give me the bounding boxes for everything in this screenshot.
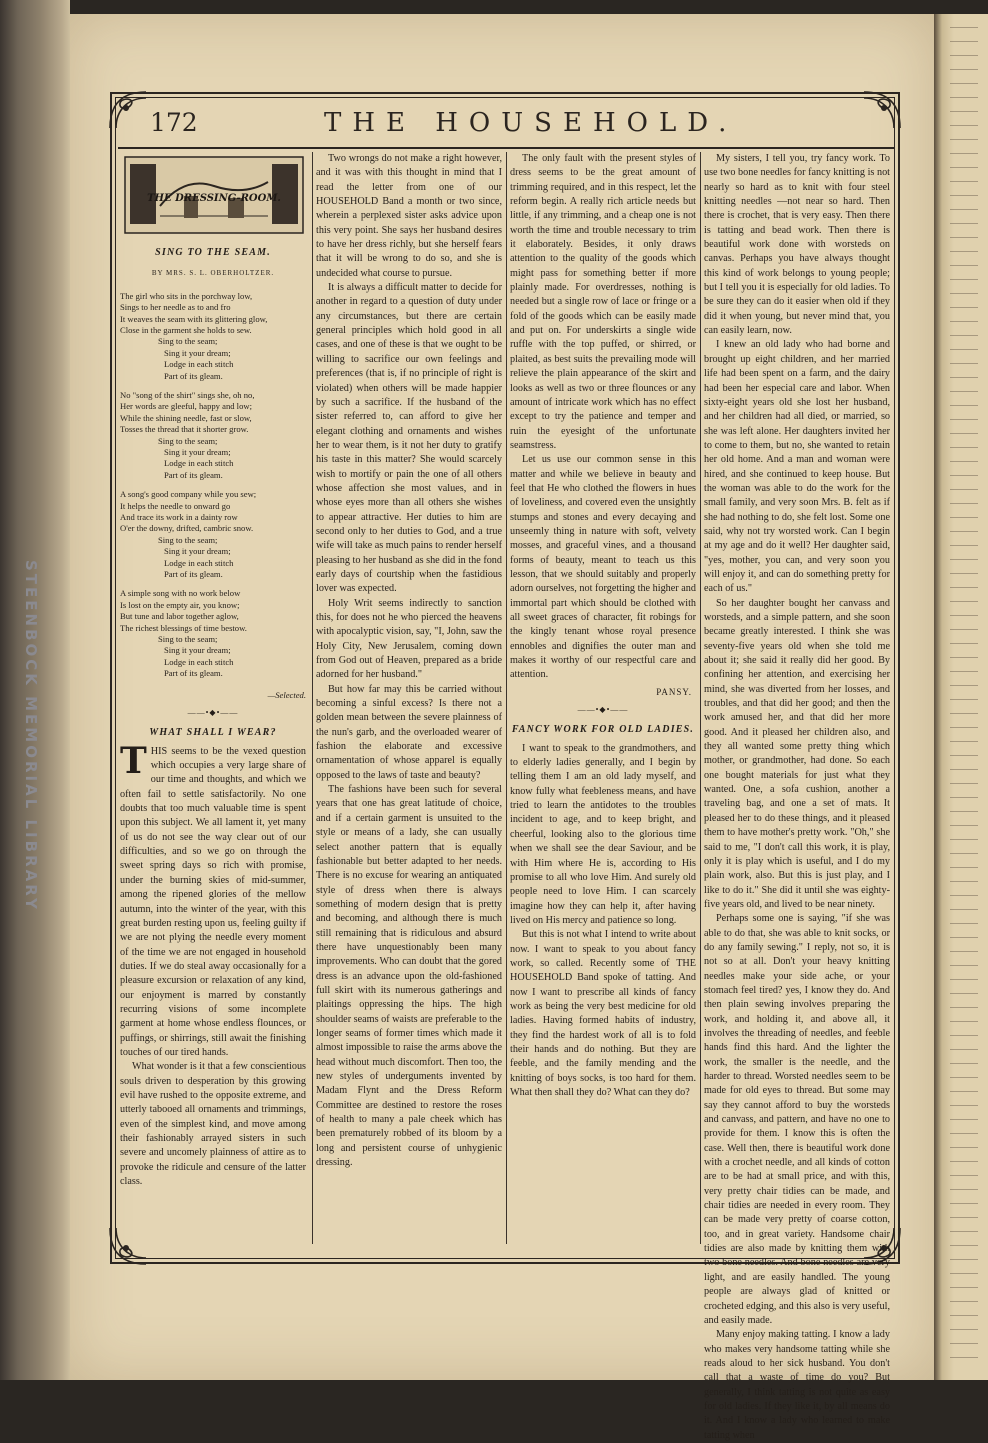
poem-line: Lodge in each stitch <box>164 656 234 667</box>
paragraph: The fashions have been such for several years that one has great latitude of choice, and if a certain garment is unsuited to the style or means of a lady, she can usually select another pattern that is equally fashionable but better adapted to her needs. There is no excuse for wearing an antiquated style of dress when there is always something of modern design that is pretty and becoming, and although there is much still remaining that is ridiculous and absurd there have unquestionably been many improvements. Who can doubt that the gored dress is an advance upon the old-fashioned full skirt with its numerous gatherings and plaitings oppressing the hips. The high shoulder seams of waists are preferable to the longer seams of former times which made it almost impossible to raise the arms above the head without much discomfort. Then too, the new styles of underguments invented by Madam Flynt and the Dress Reform Committee are destined to restore the roses of health to many a pale cheek which has been prematurely robbed of its bloom by a long and persistent course of unhygienic dressing. <box>316 784 502 1169</box>
poem-line: Her words are gleeful, happy and low; <box>120 401 252 412</box>
adjacent-page-edge <box>934 14 988 1380</box>
section-divider: ——•◆•—— <box>187 708 239 718</box>
poem-stanza <box>120 588 306 679</box>
poem-line: A song's good company while you sew; <box>120 489 257 500</box>
poem-title: SING TO THE SEAM. <box>155 247 271 258</box>
poem-line: While the shining needle, fast or slow, <box>120 412 252 423</box>
paragraph: Many enjoy making tatting. I know a lady who makes very handsome tatting while she reads aloud to her sick husband. You don't call that a waste of time do you? But generally, I think tatting is not quite as easy for old ladies. If they like it, by all means do it. And I know a lady who learned to make tatting when <box>704 1329 890 1441</box>
poem-byline: BY MRS. S. L. OBERHOLTZER. <box>151 269 275 278</box>
article-body-what-shall-i-wear <box>120 739 306 1061</box>
banner-label: THE DRESSING-ROOM. <box>147 193 281 204</box>
poem-line: Sing it your dream; <box>164 446 231 457</box>
article-title-what-shall-i-wear: WHAT SHALL I WEAR? <box>149 727 277 739</box>
poem-line: Sings to her needle as to and fro <box>120 302 231 313</box>
paragraph: The only fault with the present styles of dress seems to be the great amount of trimming required, and in this respect, let the reform begin. A really rich article needs but little, if any trimming, and a cheap one is not worth the time and trouble necessary to trim it elaborately. Besides, it only draws attention to the quality of the goods which might pass for something better if more plainly made. For overdresses, nothing is needed but a single row of lace or fringe or a fold of the goods which can be easily made and put on. For underskirts a single wide ruffle with the top puffed, or shirred, or plaited, as best suits the prevailing mode will relieve the plain appearance of the skirt and looks as well as two or three flounces or any amount of intricate work which has no effect except to try the patience and temper and ruin the eyesight of the unfortunate seamstress. <box>510 153 696 451</box>
paragraph: Let us use our common sense in this matter and while we believe in beauty and feel that He who clothed the flowers in hues of loveliness, and covered even the unsightly stumps and stones and every decaying and unseemly thing in nature with soft, velvety mosses, and graceful vines, and a thousand forms of beauty, meant to teach us this lesson, that we should suitably and properly adorn ourselves, not forgetting the higher and immortal part which should be clothed with all sweet graces of character, fit robings for the kingly tenant whose royal presence ennobles and dignifies the outer man and makes it worthy of our respectful care and attention. <box>510 454 696 681</box>
poem-line: Sing it your dream; <box>164 546 231 557</box>
poem-line: Lodge in each stitch <box>164 359 234 370</box>
column-divider <box>506 152 507 1244</box>
poem-line: Sing to the seam; <box>158 634 218 645</box>
article-columns <box>120 152 890 1441</box>
magazine-title: THE HOUSEHOLD. <box>324 108 738 138</box>
dressing-room-banner <box>124 156 304 234</box>
paragraph: I knew an old lady who had borne and brought up eight children, and her married life had been spent on a farm, and the dairy had been her especial care and labor. When sixty-eight years old she lost her husband, and her children had all died, or married, so she was left alone. Her daughters invited her to come to them, but no, she wanted to retain her old home. And a man and woman were hired, and she continued to keep house. But the woman was able to do the work for the small family, and very soon Mrs. B. felt as if she had nothing to do, she felt lost. Some one said, why not try worsted work. Can I begin at my age and do it well? Her daughter said, "yes, mother, you can, and very soon you will enjoy it, and can do something pretty for each of us." <box>704 339 890 595</box>
book-binding <box>0 0 70 1380</box>
column-divider <box>312 152 313 1244</box>
poem-line: It helps the needle to onward go <box>120 500 231 511</box>
poem-line: The richest blessings of time bestow. <box>120 622 247 633</box>
poem-line: Part of its gleam. <box>164 569 223 580</box>
poem-stanza <box>120 489 306 580</box>
poem-line: Part of its gleam. <box>164 370 223 381</box>
poem-line: No "song of the shirt" sings she, oh no, <box>120 389 255 400</box>
column-2 <box>316 152 502 1244</box>
poem-stanza <box>120 291 306 382</box>
column-4 <box>704 152 890 1441</box>
poem-body <box>120 291 306 680</box>
poem-line: Sing to the seam; <box>158 435 218 446</box>
paragraph: HIS seems to be the vexed question which occupies a very large share of our time and thoughts, and which we often fail to settle satisfactorily. No one doubts that too much valuable time is spent upon this subject. We all lament it, yet many of us do not see the way clear out of our difficulties, and so we go on through the sweet spring days so rich with promise, under the burning skies of mid-summer, among the ripened glories of the mellow autumn, into the winter of the year, with this great burden resting upon us, feeling guilty if we are not plying the needle every moment of the time we are not engaged in household duties. If we do steal away occasionally for a pleasure excursion or relaxation of any kind, our enjoyment is marred by constantly recurring visions of some incomplete garment at home whose endless flounces, or puffings, or shirrings, still await the finishing touches of our tired hands. <box>120 745 306 1058</box>
page-header <box>150 108 870 144</box>
column-1 <box>120 152 306 1244</box>
poem-line: But tune and labor together aglow, <box>120 611 239 622</box>
poem-line: Is lost on the empty air, you know; <box>120 599 240 610</box>
paragraph: Two wrongs do not make a right however, and it was with this thought in mind that I read the letter from one of our HOUSEHOLD Band a month or two since, wherein a perplexed sister asks advice upon this very point. She says her husband desires to have her dress richly, but she herself fears that it will be wrong to do so, and she is undecided what course to pursue. <box>316 153 502 279</box>
page-number: 172 <box>150 108 198 137</box>
poem-credit: —Selected. <box>267 689 306 700</box>
spine-library-stamp: STEENBOCK MEMORIAL LIBRARY <box>22 560 40 912</box>
paragraph: But this is not what I intend to write about now. I want to speak to you about fancy work, so called. Recently some of THE HOUSEHOLD Band spoke of tatting. And now I want to prescribe all kinds of fancy work as being the very best medicine for old ladies. Having formed habits of industry, they find the hardest work of all is to fold their hands and do nothing. But they are feeble, and the family mending and the knitting of boys socks, is too hard for them. What then shall they do? What can they do? <box>510 929 696 1098</box>
paragraph: So her daughter bought her canvass and worsteds, and a simple pattern, and she soon became greatly interested. I think she was seventy-five years old when she told me about it; she said it really did her good. By confining her attention, and exercising her mind, she was diverted from her losses, and troubles, and that did her good; and then the work amused her, and that did her more good. And it pleased her children also, and they all wanted some pretty thing which mother, or grandmother, had done. So each one bought materials for just what they wanted. One, a sofa cushion, another a traveling bag, and one a set of mats. It pleased her to do these things, and it pleased them to have mother's pretty work. "Oh," she said to me, "I don't call this work, it is play, only it is play which is useful, and I do my plain work, also. But this is just play, and I like to do it." She did it until she was eighty-five years old, and lived to be near ninety. <box>704 597 890 910</box>
header-rule <box>118 147 894 149</box>
poem-line: O'er the downy, drifted, cambric snow. <box>120 523 254 534</box>
poem-line: Part of its gleam. <box>164 668 223 679</box>
paragraph: I want to speak to the grandmothers, and to elderly ladies generally, and I begin by telling them I am an old lady myself, and know fully what feebleness means, and have tried to learn the antidotes to the troubles incident to age, and to keep bright, and cheerful, looking also to the glorious time when we shall see the dear Saviour, and be with Him where He is, according to His promise to all who love Him. And surely old people need to love Him. I can scarcely imagine how they can help it, after having lived on His mercy and patience so long. <box>510 742 696 926</box>
paragraph: But how far may this be carried without becoming a sinful excess? Is there not a golden mean between the severe plainness of the nun's garb, and the overloaded wearer of fashion the elaborate and excessive ornamentation of whose apparel is equally opposed to the laws of taste and beauty? <box>316 683 502 781</box>
poem-line: Lodge in each stitch <box>164 458 234 469</box>
article-title-fancy-work: FANCY WORK FOR OLD LADIES. <box>511 724 695 736</box>
column-3 <box>510 152 696 1244</box>
poem-line: It weaves the seam with its glittering glow, <box>120 313 268 324</box>
poem-line: A simple song with no work below <box>120 588 241 599</box>
poem-line: Tosses the thread that it shorter grow. <box>120 424 249 435</box>
corner-ornament-top-left <box>106 88 150 132</box>
paragraph: What wonder is it that a few conscientious souls driven to desperation by this growing evil have rushed to the opposite extreme, and utterly tabooed all ornaments and trimmings, even of the simplest kind, and move among their fashionably arrayed sisters in such severe and uncomely plainness of attire as to provoke the ridicule and censure of the latter class. <box>120 1061 306 1188</box>
poem-line: Sing to the seam; <box>158 534 218 545</box>
section-divider: ——•◆•—— <box>577 705 629 715</box>
drop-cap: T <box>120 739 147 782</box>
poem-line: And trace its work in a dainty row <box>120 512 238 522</box>
paragraph: Perhaps some one is saying, "if she was able to do that, she was able to knit socks, or do any family sewing." I reply, not so, it is not so at all. Don't your heavy knitting needles make your side ache, or your stomach feel tired? yes, I know they do. And then plain sewing involves preparing the work, and holding it, and above all, it involves the threading of needles, and feeble hands find this hard. And the lighter the work, the smaller is the needle, and the harder to thread. Worsted needles seem to be made for old eyes to thread. But some may say they cannot afford to buy the worsteds and canvass, and pattern, and have no one to provide for them. I know this is often the case. Well then, there is beautiful work done with a crochet needle, and all kinds of cotton are to be had at small price, and with this, very pretty chair tidies can be made, and chair tidies are needed in every room. They can be made very pretty of coarse cotton, too, and in great variety. Handsome chair tidies are also made by knitting them with two bone needles. And bone needles are very light, and are easily handled. The young people are always glad of knitted or crocheted edging, and this also is very useful, and easily made. <box>704 913 890 1326</box>
poem-line: Sing it your dream; <box>164 347 231 358</box>
paragraph: It is always a difficult matter to decide for another in regard to a question of duty under any circumstances, but there are certain general principles which hold good in all cases, and one of these is that we ought to be willing to sacrifice our own feelings and preferences (that is, if no principle of right is violated) when others will be made happier by such a sacrifice. If the husband of the sister referred to, can afford to give her elegant clothing and ornaments and wishes her to wear them, is it not her duty to gratify his taste in this matter? She would scarcely wish to mortify or pain the one of all others whose affection she most values, and in whose eyes more than all others she wishes to appear attractive. Her duties to him are second only to her duties to God, and a true wife will take as much pains to render herself pleasing to her husband as she did in the fond early days of courtship when the fastidious lover was expected. <box>316 282 502 595</box>
poem-line: Part of its gleam. <box>164 469 223 480</box>
poem-line: Close in the garment she holds to sew. <box>120 324 252 335</box>
paragraph: Holy Writ seems indirectly to sanction this, for does not he who pierced the heavens with apocalyptic vision, say, "I, John, saw the Holy City, New Jerusalem, coming down from God out of Heaven, prepared as a bride adorned for her husband." <box>316 597 502 681</box>
poem-line: The girl who sits in the porchway low, <box>120 290 253 301</box>
poem-line: Sing it your dream; <box>164 645 231 656</box>
column-divider <box>700 152 701 1244</box>
paragraph: My sisters, I tell you, try fancy work. To use two bone needles for fancy knitting is not nearly so hard as to knit with four steel knitting needles —not near so hard. Then there is crochet, that is very easy. Then there is tatting and bead work. Then there is beautiful work done with worsteds on canvas. Perhaps you have always thought this kind of work belongs to young people; but I tell you it is especially for old ladies. To be sure they can do it easier when old if they did it when young, but never mind that, you can easily learn, now. <box>704 153 890 337</box>
poem-line: Sing to the seam; <box>158 336 218 347</box>
poem-line: Lodge in each stitch <box>164 557 234 568</box>
article-signature: PANSY. <box>656 686 692 697</box>
poem-stanza <box>120 390 306 481</box>
